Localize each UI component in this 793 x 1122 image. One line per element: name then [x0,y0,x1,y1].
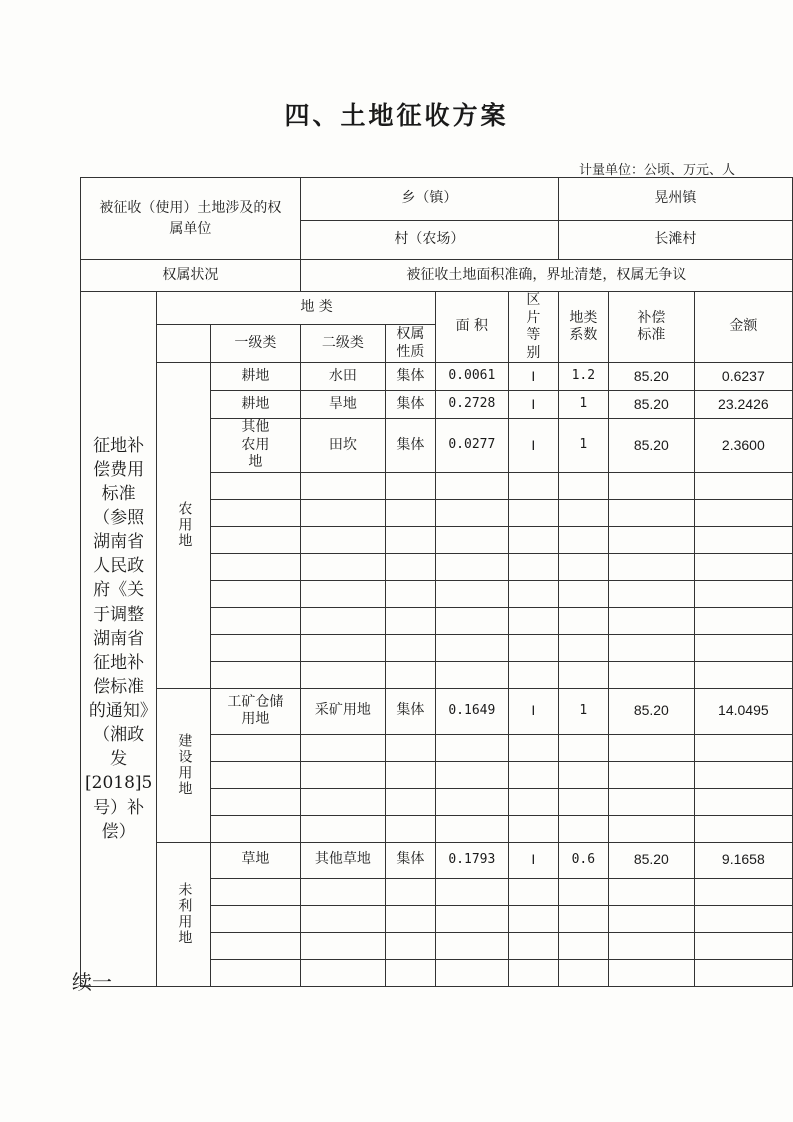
level2-cell: 旱地 [300,391,385,419]
amount-header: 金额 [694,292,792,363]
page-title: 四、土地征收方案 [284,101,509,130]
coef-cell: 1.2 [558,363,608,391]
continuation-label: 续一 [72,970,112,994]
construction-group-cell [157,688,211,842]
grade-header: 区片等别 [508,292,558,363]
area-cell: 0.1649 [435,688,508,734]
unused-group-cell [157,842,211,986]
amount-cell: 23.2426 [694,391,792,419]
table-row [81,842,793,878]
agri-group-cell [157,363,211,689]
level1-cell: 工矿仓储用地 [210,688,300,734]
agri-group-label: 农用地 [176,501,193,550]
construction-group-label: 建设用地 [176,733,193,797]
std-cell: 85.20 [608,688,694,734]
grade-cell: I [508,391,558,419]
nature-header: 权属性质 [385,325,435,363]
land-acquisition-table [80,177,793,987]
land-type-header: 地 类 [300,292,435,325]
amount-cell: 14.0495 [694,688,792,734]
nature-cell: 集体 [385,419,435,473]
nature-cell: 集体 [385,842,435,878]
coef-cell: 1 [558,419,608,473]
township-label: 乡（镇） [300,178,558,221]
unit-note: 计量单位：公顷、万元、人 [578,163,735,178]
grade-cell: I [508,688,558,734]
area-cell: 0.1793 [435,842,508,878]
std-cell: 85.20 [608,391,694,419]
coef-cell: 0.6 [558,842,608,878]
coef-cell: 1 [558,391,608,419]
village-label: 村（农场） [300,221,558,260]
area-header: 面 积 [435,292,508,363]
std-cell: 85.20 [608,842,694,878]
standard-header: 补偿标准 [608,292,694,363]
level2-cell: 采矿用地 [300,688,385,734]
unused-group-label: 未利用地 [176,882,193,946]
level1-cell: 耕地 [210,391,300,419]
area-cell: 0.0277 [435,419,508,473]
amount-cell: 2.3600 [694,419,792,473]
level2-cell: 水田 [300,363,385,391]
std-cell: 85.20 [608,363,694,391]
area-cell: 0.2728 [435,391,508,419]
area-cell: 0.0061 [435,363,508,391]
level1-header: 一级类 [210,325,300,363]
status-label: 权属状况 [81,260,301,292]
amount-cell: 9.1658 [694,842,792,878]
grade-cell: I [508,363,558,391]
level1-cell: 耕地 [210,363,300,391]
status-value: 被征收土地面积准确，界址清楚，权属无争议 [300,260,792,292]
village-value: 长滩村 [558,221,792,260]
level2-header: 二级类 [300,325,385,363]
coefficient-header: 地类系数 [558,292,608,363]
standard-label: 征地补偿费用标准（参照湖南省人民政府《关于调整湖南省征地补偿标准的通知》（湘政发[2018]5号）补偿） [81,292,157,987]
nature-cell: 集体 [385,688,435,734]
table-row [81,363,793,391]
std-cell: 85.20 [608,419,694,473]
grade-cell: I [508,419,558,473]
level2-cell: 其他草地 [300,842,385,878]
level2-cell: 田坎 [300,419,385,473]
ownership-label: 被征收（使用）土地涉及的权属单位 [81,178,301,260]
township-value: 晃州镇 [558,178,792,221]
level1-cell: 其他农用地 [210,419,300,473]
nature-cell: 集体 [385,391,435,419]
table-row [81,688,793,734]
grade-cell: I [508,842,558,878]
nature-cell: 集体 [385,363,435,391]
level1-cell: 草地 [210,842,300,878]
amount-cell: 0.6237 [694,363,792,391]
coef-cell: 1 [558,688,608,734]
